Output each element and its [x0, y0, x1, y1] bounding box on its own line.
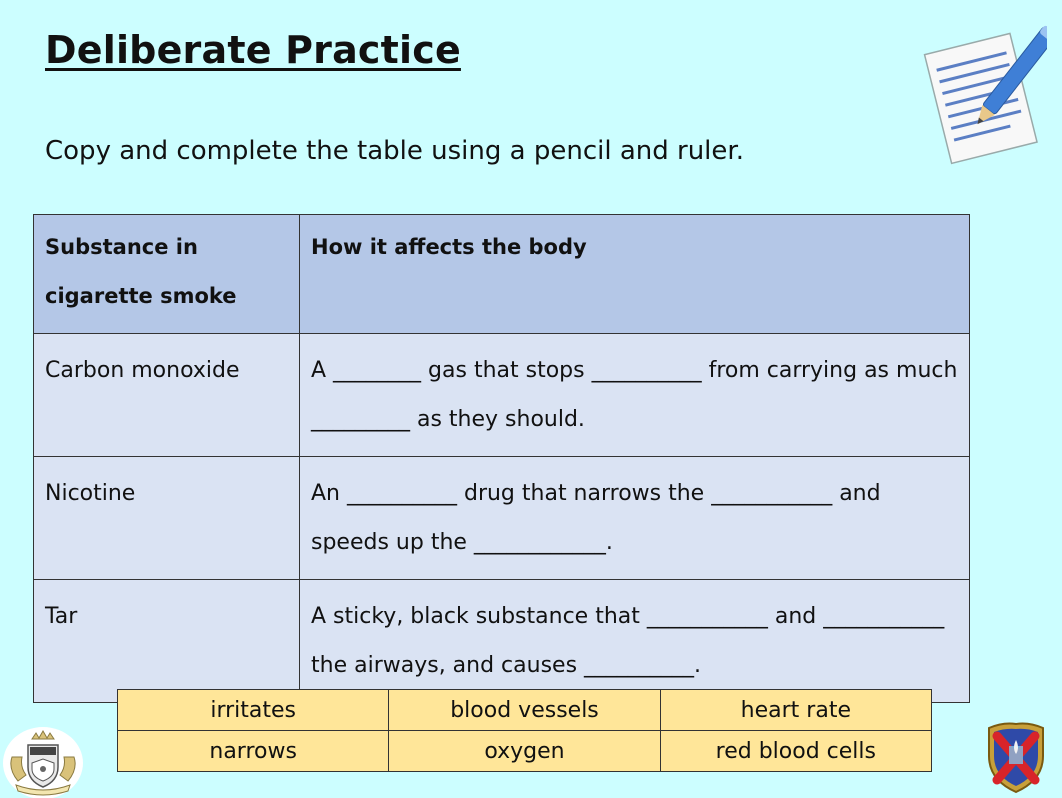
substance-cell: Carbon monoxide	[34, 334, 300, 457]
effect-cell: A ________ gas that stops __________ from carrying as much _________ as they should.	[300, 334, 970, 457]
word-bank-item: red blood cells	[660, 731, 931, 772]
instruction-text: Copy and complete the table using a pencil and ruler.	[45, 136, 744, 166]
table-row	[34, 334, 970, 457]
effect-cell: A sticky, black substance that ___________ and ___________ the airways, and causes __________.	[300, 580, 970, 703]
word-bank-item: narrows	[118, 731, 389, 772]
page-title: Deliberate Practice	[45, 28, 461, 72]
table-row	[34, 580, 970, 703]
substance-cell: Tar	[34, 580, 300, 703]
table-row	[34, 457, 970, 580]
word-bank-row	[118, 731, 932, 772]
notepad-pencil-icon	[922, 20, 1047, 165]
substance-table	[33, 214, 970, 703]
word-bank-item: irritates	[118, 690, 389, 731]
word-bank-item: oxygen	[389, 731, 660, 772]
table-header-row	[34, 215, 970, 334]
substance-cell: Nicotine	[34, 457, 300, 580]
shield-crest-icon	[985, 722, 1047, 794]
effect-cell: An __________ drug that narrows the ___________ and speeds up the ____________.	[300, 457, 970, 580]
word-bank-item: heart rate	[660, 690, 931, 731]
header-effect: How it affects the body	[300, 215, 970, 334]
school-crest-icon	[2, 723, 84, 798]
word-bank	[117, 689, 932, 772]
word-bank-row	[118, 690, 932, 731]
header-substance: Substance in cigarette smoke	[34, 215, 300, 334]
word-bank-item: blood vessels	[389, 690, 660, 731]
